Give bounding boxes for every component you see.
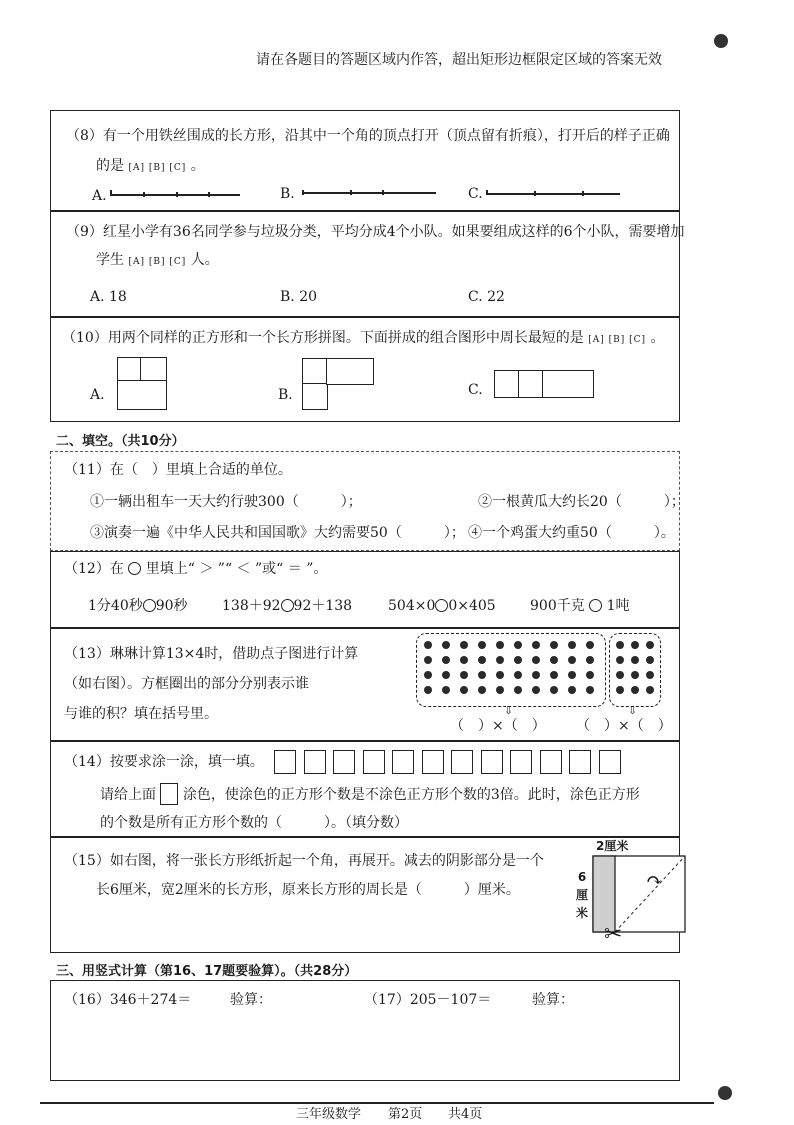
dot <box>616 641 624 649</box>
q8-option-a-label[interactable]: A. <box>92 188 107 204</box>
dot <box>442 686 450 694</box>
dot <box>550 671 558 679</box>
dot <box>532 671 540 679</box>
q9-choices[interactable]: [A] [B] [C] <box>128 257 187 267</box>
q12-e3-circle[interactable] <box>435 599 448 612</box>
scissors-icon: ✂ <box>604 922 623 947</box>
paintable-square[interactable] <box>569 750 591 774</box>
dot <box>460 686 468 694</box>
paintable-square[interactable] <box>451 750 473 774</box>
q10-option-b-label[interactable]: B. <box>278 387 293 403</box>
dot <box>442 671 450 679</box>
q8-end: 。 <box>190 158 205 174</box>
dot <box>568 641 576 649</box>
q11-item-a[interactable]: ①一辆出租车一天大约行驶300（ ）； <box>90 494 362 510</box>
section3-title: 三、用竖式计算（第16、17题要验算）。（共28分） <box>56 964 358 979</box>
q12-line1 <box>64 559 327 579</box>
q8-line1: （8）有一个用铁丝围成的长方形，沿其中一个角的顶点打开（顶点留有折痕），打开后的样子正确 <box>66 128 670 144</box>
dot <box>496 686 504 694</box>
dot <box>586 641 594 649</box>
section2-title: 二、填空。（共10分） <box>56 434 185 449</box>
q12-e1-left: 1分40秒 <box>88 598 143 614</box>
q16-check-label: 验算： <box>230 992 272 1008</box>
q11-item-c[interactable]: ③演奏一遍《中华人民共和国国歌》大约需要50（ ）； <box>90 525 465 541</box>
q9-text-b: 人。 <box>190 252 219 268</box>
dot <box>514 641 522 649</box>
dot <box>460 641 468 649</box>
paintable-square[interactable] <box>304 750 326 774</box>
dot <box>496 656 504 664</box>
paintable-square[interactable] <box>540 750 562 774</box>
dot <box>646 686 654 694</box>
q12-e1-circle[interactable] <box>143 599 156 612</box>
q13-line2: （如右图）。方框圈出的部分分别表示谁 <box>64 676 309 692</box>
paintable-square[interactable] <box>363 750 385 774</box>
dot <box>550 641 558 649</box>
q12-expr-1 <box>88 596 188 616</box>
dot <box>496 641 504 649</box>
dot <box>478 641 486 649</box>
q12-expr-4 <box>530 596 630 616</box>
dot <box>568 686 576 694</box>
footer-total: 共4页 <box>448 1107 483 1122</box>
q12-e4-circle[interactable] <box>589 599 602 612</box>
q12-e3-right: 0×405 <box>448 598 496 614</box>
q14-line3[interactable]: 的个数是所有正方形个数的（ ）。（填分数） <box>100 815 408 831</box>
compare-circle-icon <box>128 562 141 575</box>
paintable-square[interactable] <box>510 750 532 774</box>
dot <box>550 656 558 664</box>
q9-option-b[interactable]: B. 20 <box>280 289 318 305</box>
dot <box>478 671 486 679</box>
q10-option-c-label[interactable]: C. <box>468 382 483 398</box>
dot <box>568 671 576 679</box>
header-notice: 请在各题目的答题区域内作答，超出矩形边框限定区域的答案无效 <box>256 52 662 68</box>
footer-page: 第2页 <box>388 1107 423 1122</box>
q12-e2-left: 138＋92 <box>222 598 281 614</box>
q11-item-d[interactable]: ④一个鸡蛋大约重50（ ）。 <box>468 525 675 541</box>
q17-work-area[interactable] <box>360 1012 670 1076</box>
q15-label-side <box>576 868 588 922</box>
q9-option-a[interactable]: A. 18 <box>90 289 127 305</box>
dot <box>550 686 558 694</box>
dot <box>646 671 654 679</box>
paintable-square[interactable] <box>392 750 414 774</box>
q13-blank-2[interactable]: （ ）×（ ） <box>576 718 672 734</box>
q8-option-c-label[interactable]: C. <box>468 186 483 202</box>
q15-side-mi: 米 <box>576 906 589 920</box>
dot <box>631 656 639 664</box>
dot <box>442 641 450 649</box>
dot <box>586 686 594 694</box>
dot <box>646 641 654 649</box>
dot <box>616 656 624 664</box>
q17-check-label: 验算： <box>532 992 574 1008</box>
q12-e1-right: 90秒 <box>155 598 188 614</box>
q10-option-a-label[interactable]: A. <box>90 387 105 403</box>
q14-line2 <box>100 783 640 805</box>
q12-e4-left: 900千克 <box>530 598 585 614</box>
dot <box>616 686 624 694</box>
dot <box>496 671 504 679</box>
dot <box>478 656 486 664</box>
dot <box>631 671 639 679</box>
paintable-square[interactable] <box>333 750 355 774</box>
q15-line1: （15）如右图，将一张长方形纸折起一个角，再展开。减去的阴影部分是一个 <box>64 853 544 869</box>
paintable-square[interactable] <box>481 750 503 774</box>
q11-item-b[interactable]: ②一根黄瓜大约长20（ ）； <box>478 494 685 510</box>
dot <box>460 671 468 679</box>
q14-text-a: 请给上面 <box>100 787 156 803</box>
q12-e3-left: 504×0 <box>388 598 436 614</box>
q14-line1: （14）按要求涂一涂，填一填。 <box>64 754 264 770</box>
dot <box>424 671 432 679</box>
fold-arrow-icon: ↷ <box>646 868 663 892</box>
q12-text-b: 里填上“ ＞ ”“ ＜ ”或“ ＝ ”。 <box>145 561 328 577</box>
corner-marker-top <box>714 34 728 48</box>
q13-blank-1[interactable]: （ ）×（ ） <box>450 718 546 734</box>
dot <box>424 641 432 649</box>
q11-line1: （11）在（ ）里填上合适的单位。 <box>64 462 292 478</box>
paintable-square[interactable] <box>274 750 296 774</box>
dot <box>532 686 540 694</box>
dot <box>646 656 654 664</box>
q12-expr-3 <box>388 596 496 616</box>
q10-choices[interactable]: [A] [B] [C] <box>588 335 647 345</box>
q8-line2 <box>96 156 205 178</box>
q12-e2-circle[interactable] <box>281 599 294 612</box>
dot <box>568 656 576 664</box>
q13-line1: （13）琳琳计算13×4时，借助点子图进行计算 <box>64 646 359 662</box>
q8-option-b-label[interactable]: B. <box>280 186 295 202</box>
dot <box>514 671 522 679</box>
dot <box>586 671 594 679</box>
q10-end: 。 <box>650 330 665 346</box>
q9-line2 <box>96 250 219 272</box>
dot <box>460 656 468 664</box>
dot <box>586 656 594 664</box>
dot <box>532 656 540 664</box>
q15-side-6: 6 <box>577 870 587 884</box>
q10-text: （10）用两个同样的正方形和一个长方形拼图。下面拼成的组合图形中周长最短的是 <box>62 330 584 346</box>
q12-text-a: （12）在 <box>64 561 124 577</box>
dot <box>424 656 432 664</box>
q12-e4-right: 1吨 <box>606 598 630 614</box>
paintable-square[interactable] <box>599 750 621 774</box>
dot <box>442 656 450 664</box>
dot <box>631 641 639 649</box>
q9-line1: （9）红星小学有36名同学参与垃圾分类，平均分成4个小队。如果要组成这样的6个小队，需要增加 <box>66 224 685 240</box>
footer-rule <box>40 1102 714 1104</box>
dot <box>424 686 432 694</box>
sample-square-icon <box>160 783 178 805</box>
q8-text: 的是 <box>96 158 124 174</box>
q15-line2[interactable]: 长6厘米，宽2厘米的长方形，原来长方形的周长是（ ）厘米。 <box>96 882 520 898</box>
dot <box>631 686 639 694</box>
q8-choices[interactable]: [A] [B] [C] <box>128 163 187 173</box>
q17-expr: （17）205－107＝ <box>364 992 492 1008</box>
dot <box>478 686 486 694</box>
q12-e2-right: 92＋138 <box>293 598 353 614</box>
q12-expr-2 <box>222 596 352 616</box>
q16-work-area[interactable] <box>60 1012 350 1076</box>
dot <box>532 641 540 649</box>
q9-option-c[interactable]: C. 22 <box>468 289 505 305</box>
arrow-down-icon: ⇩ <box>628 704 638 717</box>
footer-subject: 三年级数学 <box>296 1107 362 1122</box>
dot <box>616 671 624 679</box>
q10-line1 <box>62 328 665 350</box>
q13-line3: 与谁的积？填在括号里。 <box>64 706 218 722</box>
q16-expr: （16）346＋274＝ <box>64 992 192 1008</box>
paintable-square[interactable] <box>422 750 444 774</box>
corner-marker-bottom <box>718 1086 732 1100</box>
q9-text-a: 学生 <box>96 252 124 268</box>
arrow-down-icon: ⇩ <box>504 704 514 717</box>
q15-label-top: 2厘米 <box>596 839 629 853</box>
q14-text-b: 涂色，使涂色的正方形个数是不涂色正方形个数的3倍。此时，涂色正方形 <box>182 787 640 803</box>
dot <box>514 656 522 664</box>
dot <box>514 686 522 694</box>
q15-side-li: 厘 <box>576 888 589 902</box>
